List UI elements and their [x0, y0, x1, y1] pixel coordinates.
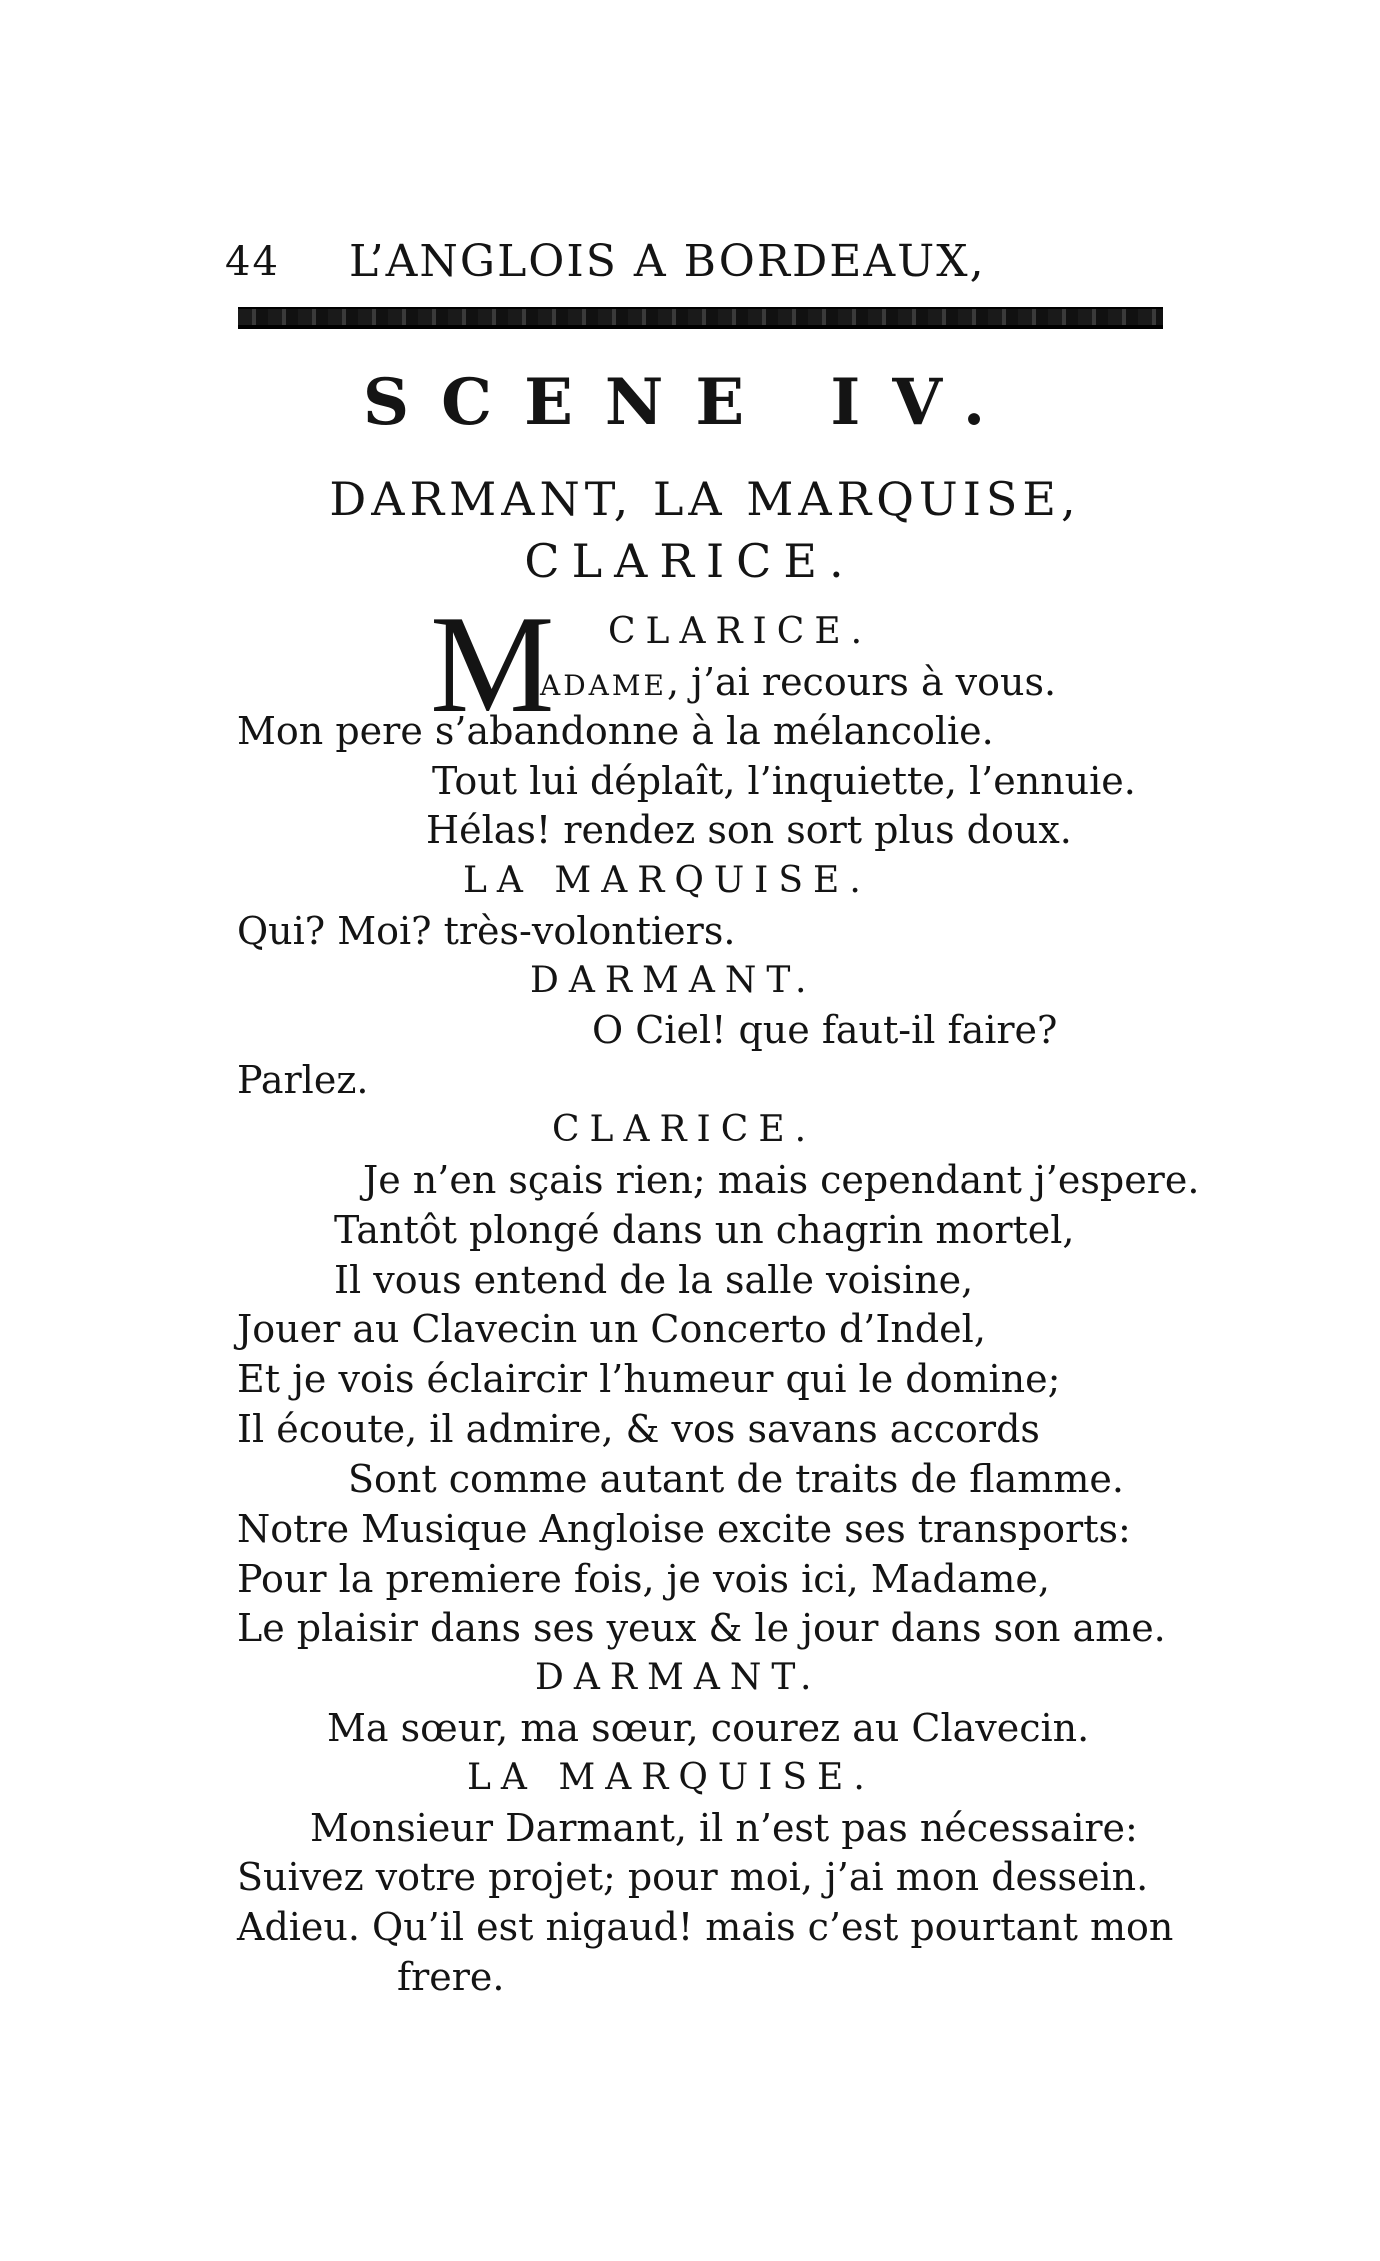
page-number: 44 [225, 239, 280, 285]
verse-line-15: Notre Musique Angloise excite ses transports: [237, 1507, 1131, 1551]
verse-line-3: Tout lui déplaît, l’inquiette, l’ennuie. [432, 759, 1136, 803]
verse-line-16: Pour la premiere fois, je vois ici, Madame, [237, 1557, 1050, 1601]
verse-line-1 [540, 658, 1056, 710]
verse-line-2: Mon pere s’abandonne à la mélancolie. [237, 709, 994, 753]
verse-line-8: Je n’en sçais rien; mais cependant j’espere. [363, 1158, 1200, 1202]
speaker-clarice: CLARICE. [552, 1109, 817, 1150]
verse-line-10: Il vous entend de la salle voisine, [334, 1258, 974, 1302]
verse-line-6: O Ciel! que faut-il faire? [592, 1008, 1058, 1052]
character-list [0, 468, 1380, 592]
speaker-marquise: LA MARQUISE. [467, 1757, 875, 1798]
scene-title: SCENE IV. [362, 365, 1018, 440]
verse-line-21: Adieu. Qu’il est nigaud! mais c’est pourtant mon [237, 1905, 1174, 1949]
verse-line-18: Ma sœur, ma sœur, courez au Clavecin. [327, 1706, 1090, 1750]
running-title: L’ANGLOIS A BORDEAUX, [349, 236, 986, 287]
verse-line-20: Suivez votre projet; pour moi, j’ai mon dessein. [237, 1855, 1149, 1899]
verse-line-1-rest: , j’ai recours à vous. [667, 660, 1057, 704]
verse-line-19: Monsieur Darmant, il n’est pas nécessaire: [310, 1806, 1138, 1850]
verse-line-4: Hélas! rendez son sort plus doux. [426, 808, 1072, 852]
speaker-darmant: DARMANT. [535, 1657, 822, 1698]
verse-line-5: Qui? Moi? très-volontiers. [237, 909, 736, 953]
verse-line-13: Il écoute, il admire, & vos savans accords [237, 1407, 1040, 1451]
verse-line-22: frere. [397, 1955, 505, 1999]
verse-line-9: Tantôt plongé dans un chagrin mortel, [334, 1208, 1075, 1252]
verse-line-1-smallcaps: ADAME [540, 669, 667, 702]
verse-line-12: Et je vois éclaircir l’humeur qui le domine; [237, 1357, 1061, 1401]
running-head [225, 232, 1175, 292]
speaker-darmant: DARMANT. [530, 960, 817, 1001]
verse-line-7: Parlez. [237, 1058, 369, 1102]
ornamental-rule [238, 307, 1163, 329]
verse-line-14: Sont comme autant de traits de flamme. [348, 1457, 1124, 1501]
character-list-line-1: DARMANT, LA MARQUISE, [329, 472, 1081, 526]
verse-line-17: Le plaisir dans ses yeux & le jour dans son ame. [237, 1606, 1166, 1650]
drop-cap: M [430, 587, 555, 742]
verse-line-11: Jouer au Clavecin un Concerto d’Indel, [237, 1307, 986, 1351]
speaker-clarice: CLARICE. [608, 611, 873, 652]
character-list-line-2: CLARICE. [524, 534, 856, 588]
speaker-marquise: LA MARQUISE. [463, 860, 871, 901]
